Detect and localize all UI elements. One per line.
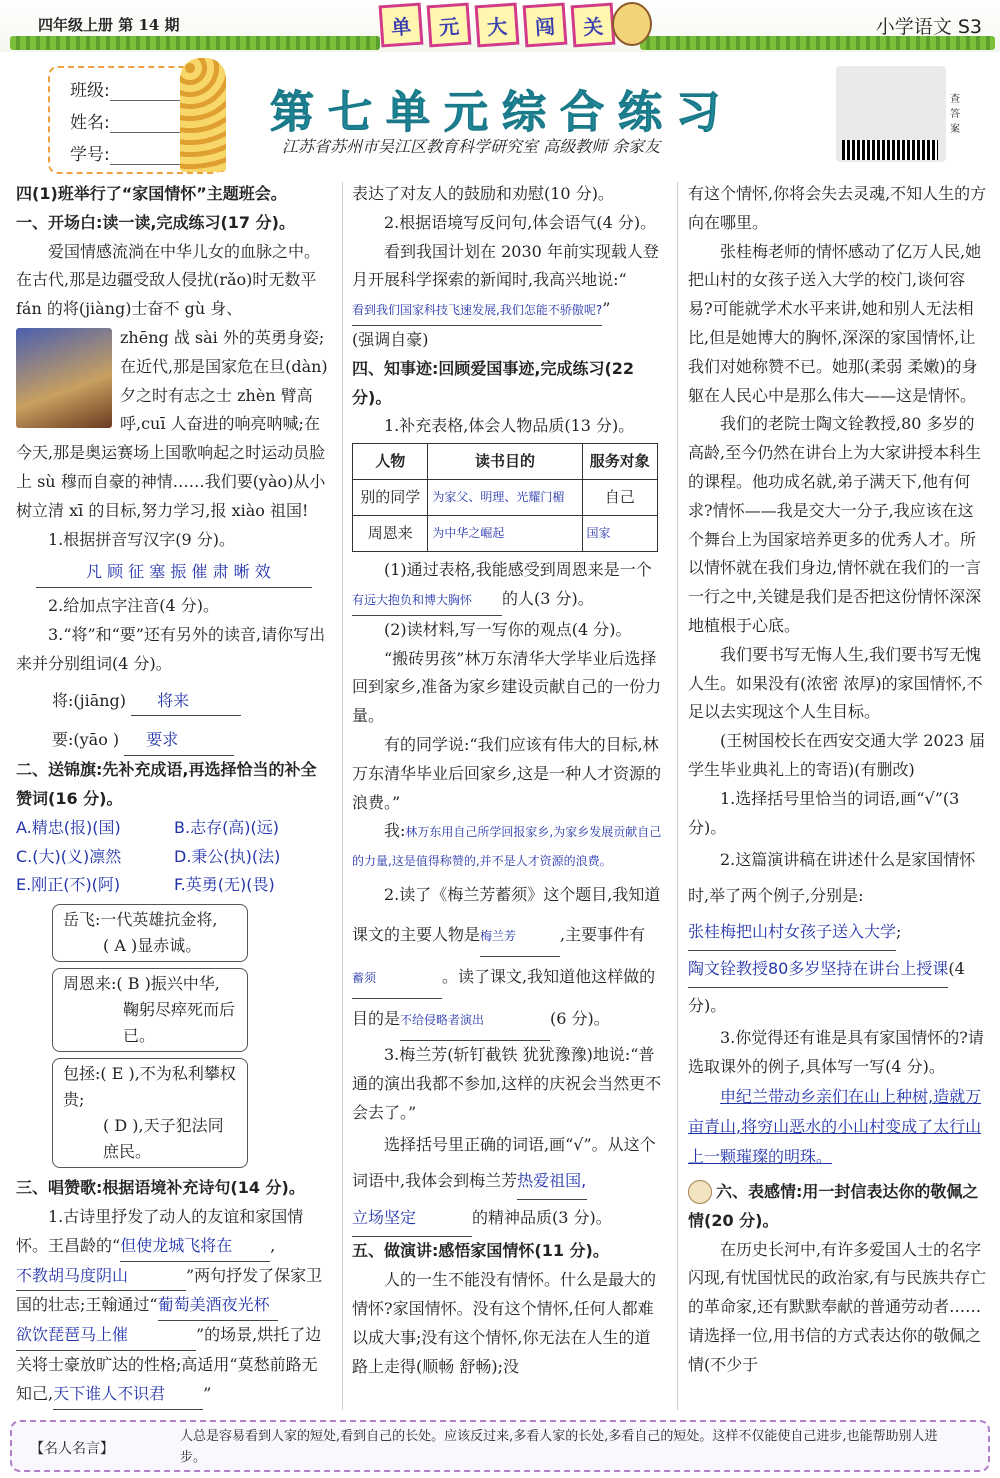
question-text: 的精神品质(3 分)。 bbox=[472, 1208, 612, 1228]
poem-answer-d[interactable]: 欲饮琵琶马上催 bbox=[16, 1321, 196, 1351]
question-4-1b: (2)读材料,写一写你的观点(4 分)。 bbox=[384, 619, 632, 639]
poem-text: 1.古诗里抒发了动人的友谊和家国情怀。王昌龄的“ bbox=[16, 1206, 304, 1255]
famous-quote-footer bbox=[10, 1420, 990, 1472]
column-divider bbox=[677, 182, 678, 1410]
answer-example-1[interactable]: 张桂梅把山村女孩子送入大学 bbox=[688, 914, 896, 951]
section-2-heading: 二、送锦旗:先补充成语,再选择恰当的补全赞词(16 分)。 bbox=[16, 760, 317, 808]
table-cell: 周恩来 bbox=[353, 516, 428, 552]
quote-label: 【名人名言】 bbox=[30, 1441, 114, 1457]
speech-part-2: 张桂梅老师的情怀感动了亿万人民,她把山村的女孩子送入大学的校门,谈何容易?可能就学术水平来讲,她和别人无法相比,但是她博大的胸怀,深深的家国情怀,让我们对她称赞不已。她那(柔弱 柔嫩)的身躯在人民心中是那么伟大——这是情怀。 bbox=[688, 241, 982, 405]
rhetorical-answer[interactable]: 看到我们国家科技飞速发展,我们怎能不骄傲呢? bbox=[352, 296, 602, 326]
purpose-table bbox=[352, 443, 658, 552]
yao-word[interactable]: 要求 bbox=[124, 726, 234, 756]
banner-char: 闯 bbox=[523, 3, 568, 48]
question-1-2: 2.给加点字注音(4 分)。 bbox=[48, 596, 220, 616]
answer-4-1a[interactable]: 有远大抱负和博大胸怀 bbox=[352, 586, 502, 616]
poem-text: ” bbox=[203, 1383, 212, 1403]
idiom-f[interactable]: F.英勇(无)(畏) bbox=[174, 875, 275, 895]
banner-char: 元 bbox=[427, 3, 472, 48]
poem-answer-b[interactable]: 不教胡马度阴山 bbox=[16, 1262, 186, 1292]
table-header: 读书目的 bbox=[428, 444, 582, 480]
class-label: 班级: bbox=[70, 81, 110, 101]
column-1 bbox=[16, 180, 332, 1410]
speech-part-3: 我们的老院士陶文铨教授,80 多岁的高龄,至今仍然在讲台上为大家讲授本科生的课程。他功成名就,弟子满天下,他有何求?情怀——我是交大一分子,我应该在这个舞台上为国家培养更多的优秀人才。所以情怀就在我们身边,情怀就在我们的一言一行之中,关键是我们是否把这份情怀深深地植根于心底。 bbox=[688, 414, 982, 635]
section-6-text: 六、表感情:用一封信表达你的敬佩之情(20 分)。 bbox=[688, 1181, 979, 1230]
section-1-heading: 一、开场白:读一读,完成练习(17 分)。 bbox=[16, 212, 295, 232]
poem-question bbox=[16, 1203, 332, 1410]
page-header bbox=[0, 0, 1000, 52]
banner-line[interactable]: 周恩来:( B )振兴中华, bbox=[63, 974, 220, 994]
table-cell[interactable]: 为中华之崛起 bbox=[428, 516, 582, 552]
material-1: “搬砖男孩”林万东清华大学毕业后选择回到家乡,准备为家乡建设贡献自己的一份力量。 bbox=[352, 648, 662, 726]
answer-5-3[interactable]: 申纪兰带动乡亲们在山上种树,造就万亩青山,将穷山恶水的小山村变成了太行山上一颗璀璨的明珠。 bbox=[688, 1086, 982, 1166]
unit-challenge-banner bbox=[380, 4, 614, 46]
idiom-a[interactable]: A.精忠(报)(国) bbox=[16, 817, 121, 837]
yao-reading: 要:(yāo ) bbox=[52, 730, 120, 750]
jiang-row bbox=[16, 687, 332, 717]
name-label: 姓名: bbox=[70, 113, 110, 133]
question-1-3: 3.“将”和“要”还有另外的读音,请你写出来并分别组词(4 分)。 bbox=[16, 624, 326, 673]
poem-answer-c[interactable]: 葡萄美酒夜光杯 bbox=[158, 1291, 278, 1321]
my-view bbox=[352, 817, 666, 875]
subject-label: 小学语文 S3 bbox=[875, 16, 982, 38]
idiom-e[interactable]: E.刚正(不)(阿) bbox=[16, 875, 121, 895]
section-3-heading: 三、唱赞歌:根据语境补充诗句(14 分)。 bbox=[16, 1178, 305, 1198]
intro: 四(1)班举行了“家国情怀”主题班会。 bbox=[16, 184, 287, 203]
context-text: ” bbox=[602, 299, 611, 319]
question-5-3: 3.你觉得还有谁是具有家国情怀的?请选取课外的例子,具体写一写(4 分)。 bbox=[688, 1028, 984, 1077]
question-3-2: 2.根据语境写反问句,体会语气(4 分)。 bbox=[384, 212, 657, 232]
speech-part-1: 人的一生不能没有情怀。什么是最大的情怀?家国情怀。没有这个情怀,任何人都难以成大事;没有这个情怀,你无法在人生的道路上走得(顺畅 舒畅);没 bbox=[352, 1270, 657, 1376]
poem-answer-e[interactable]: 天下谁人不识君 bbox=[53, 1380, 203, 1410]
question-4-3: 3.梅兰芳(斩钉截铁 犹犹豫豫)地说:“普通的演出我都不参加,这样的庆祝会当然更不会去了。” bbox=[352, 1044, 662, 1122]
idiom-grid bbox=[16, 814, 332, 900]
quote-text: 人总是容易看到人家的短处,看到自己的长处。应该反过来,多看人家的长处,多看自己的短处。这样不仅能使自己进步,也能帮助别人进步。 bbox=[180, 1429, 938, 1465]
idiom-c[interactable]: C.(大)(义)凛然 bbox=[16, 846, 122, 866]
question-4-1a bbox=[352, 556, 666, 616]
speech-part-4: 我们要书写无悔人生,我们要书写无愧人生。如果没有(浓密 浓厚)的家国情怀,不足以去实现这个人生目标。 bbox=[688, 644, 983, 722]
section-4-heading: 四、知事迹:回顾爱国事迹,完成练习(22 分)。 bbox=[352, 358, 635, 407]
banner-char: 单 bbox=[379, 3, 424, 48]
page-title: 第七单元综合练习 bbox=[270, 87, 734, 138]
banner-line[interactable]: 包拯:( E ),不为私利攀权贵; bbox=[63, 1064, 236, 1110]
banner-line: 岳飞:一代英雄抗金将, bbox=[63, 910, 218, 930]
table-header: 人物 bbox=[353, 444, 428, 480]
emphasis-tag: (强调自豪) bbox=[352, 329, 429, 349]
question-text: ,主要事件有 bbox=[560, 924, 646, 944]
question-text: 2.读了《梅兰芳蓄须》这个题目,我知道课文的主要人物是 bbox=[352, 884, 661, 944]
giraffe-icon bbox=[180, 58, 226, 172]
rabbit-icon bbox=[688, 1180, 712, 1204]
cow-mascot-icon bbox=[612, 2, 652, 46]
passage-1a: 爱国情感流淌在中华儿女的血脉之中。在古代,那是边疆受敌人侵扰(rǎo)时无数平 fán 的将(jiàng)士奋不 gù 身、 bbox=[16, 241, 321, 319]
question-1-1: 1.根据拼音写汉字(9 分)。 bbox=[48, 529, 236, 549]
column-divider bbox=[342, 182, 343, 1410]
question-text: ; bbox=[896, 922, 902, 942]
banner-answer[interactable]: ( A )显赤诚。 bbox=[103, 936, 202, 956]
banner-zhou-enlai bbox=[52, 968, 248, 1052]
poem-continued: 表达了对友人的鼓励和劝慰(10 分)。 bbox=[352, 184, 614, 203]
answer-example-2[interactable]: 陶文铨教授80多岁坚持在讲台上授课 bbox=[688, 951, 948, 988]
banner-yue-fei bbox=[52, 904, 248, 962]
question-4-2 bbox=[352, 875, 666, 1041]
qr-code-area[interactable] bbox=[836, 66, 960, 162]
speech-part-1b: 有这个情怀,你将会失去灵魂,不知人生的方向在哪里。 bbox=[688, 184, 987, 232]
jiang-word[interactable]: 将来 bbox=[131, 687, 241, 717]
poem-text: , bbox=[270, 1235, 276, 1255]
question-5-2 bbox=[688, 842, 988, 1024]
question-text: (4 分)。 bbox=[688, 959, 965, 1016]
my-view-answer[interactable]: 林万东用自己所学回报家乡,为家乡发展贡献自己的力量,这是值得称赞的,并不是人才资源的浪费。 bbox=[352, 825, 662, 869]
jiang-reading: 将:(jiāng) bbox=[52, 690, 127, 710]
answer-quality-a[interactable]: 热爱祖国, bbox=[517, 1163, 587, 1200]
banner-line: 鞠躬尽瘁死而后已。 bbox=[123, 1000, 236, 1046]
idiom-d[interactable]: D.秉公(执)(法) bbox=[174, 846, 281, 866]
question-text: (1)通过表格,我能感受到周恩来是一个 bbox=[384, 560, 652, 580]
question-text: 。读了课文,我知道他这样做的目的是 bbox=[352, 966, 656, 1028]
yao-row bbox=[16, 726, 332, 756]
column-2 bbox=[352, 180, 666, 1381]
qr-note: 查答案 bbox=[950, 94, 960, 135]
banner-bao-zheng bbox=[52, 1058, 248, 1168]
answer-main-event[interactable]: 蓄须 bbox=[352, 958, 442, 999]
question-4-3b bbox=[352, 1127, 666, 1237]
speech-source: (王树国校长在西安交通大学 2023 届学生毕业典礼上的寄语)(有删改) bbox=[688, 731, 986, 779]
poem-text: ”的场景,烘托了边关将士豪放旷达的性格;高适用“莫愁前路无知己, bbox=[16, 1325, 322, 1403]
id-label: 学号: bbox=[70, 145, 110, 165]
question-text: 选择括号里正确的词语,画“√”。从这个词语中,我体会到梅兰芳 bbox=[352, 1135, 656, 1191]
banner-answer[interactable]: ( D ),天子犯法同庶民。 bbox=[103, 1116, 224, 1162]
table-row bbox=[353, 516, 658, 552]
banner-char: 关 bbox=[571, 3, 616, 48]
answer-main-character[interactable]: 梅兰芳 bbox=[480, 916, 560, 957]
section-5-heading: 五、做演讲:感悟家国情怀(11 分)。 bbox=[352, 1241, 609, 1261]
question-text: (6 分)。 bbox=[550, 1008, 610, 1028]
question-4-1: 1.补充表格,体会人物品质(13 分)。 bbox=[384, 416, 635, 436]
answer-1-1[interactable]: 凡 顾 征 塞 振 催 肃 晰 效 bbox=[36, 558, 312, 588]
section-6-heading bbox=[688, 1178, 988, 1236]
qr-code-icon[interactable] bbox=[842, 140, 938, 160]
table-cell[interactable]: 国家 bbox=[582, 516, 657, 552]
table-cell: 别的同学 bbox=[353, 480, 428, 516]
grade-issue: 四年级上册 第 14 期 bbox=[38, 16, 180, 34]
table-cell[interactable]: 为家父、明理、光耀门楣 bbox=[428, 480, 582, 516]
context-text: 看到我国计划在 2030 年前实现载人登月开展科学探索的新闻时,我高兴地说:“ bbox=[352, 241, 659, 290]
grass-decoration bbox=[10, 36, 380, 50]
context-passage bbox=[352, 238, 666, 326]
question-text: 2.这篇演讲稿在讲述什么是家国情怀时,举了两个例子,分别是: bbox=[688, 850, 976, 906]
letter-prompt: 在历史长河中,有许多爱国人士的名字闪现,有忧国忧民的政治家,有与民族共存亡的革命家,还有默默奉献的普通劳动者……请选择一位,用书信的方式表达你的敬佩之情(不少于 bbox=[688, 1239, 987, 1374]
banner-char: 大 bbox=[475, 3, 520, 48]
passage-1b: zhēng 战 sài 外的英勇身姿;在近代,那是国家危在旦(dàn)夕之时有志之士 zhèn 臂高呼,cuī 人奋进的响亮呐喊;在今天,那是奥运赛场上国歌响起之时运动员脸上 sù 穆而自豪的神情……我们要(yào)从小树立清 xī 的目标,努力学习,报 xiào 祖国! bbox=[16, 327, 328, 520]
question-text: 的人(3 分)。 bbox=[502, 588, 594, 608]
table-row bbox=[353, 480, 658, 516]
author-line: 江苏省苏州市吴江区教育科学研究室 高级教师 余家友 bbox=[282, 137, 661, 156]
material-2: 有的同学说:“我们应该有伟大的目标,林万东清华毕业后回家乡,这是一种人才资源的浪费。” bbox=[352, 734, 662, 812]
table-header: 服务对象 bbox=[582, 444, 657, 480]
table-cell: 自己 bbox=[582, 480, 657, 516]
warrior-illustration bbox=[16, 328, 112, 428]
poem-text: ”两句抒发了保家卫国的壮志;王翰通过“ bbox=[16, 1265, 323, 1315]
idiom-b[interactable]: B.志存(高)(远) bbox=[174, 817, 280, 837]
answer-quality-b[interactable]: 立场坚定 bbox=[352, 1200, 472, 1237]
question-5-1: 1.选择括号里恰当的词语,画“√”(3 分)。 bbox=[688, 788, 960, 837]
poem-answer-a[interactable]: 但使龙城飞将在 bbox=[120, 1232, 270, 1262]
column-3 bbox=[688, 180, 988, 1380]
answer-purpose[interactable]: 不给侵略者演出 bbox=[400, 1000, 550, 1041]
my-view-label: 我: bbox=[384, 821, 406, 841]
